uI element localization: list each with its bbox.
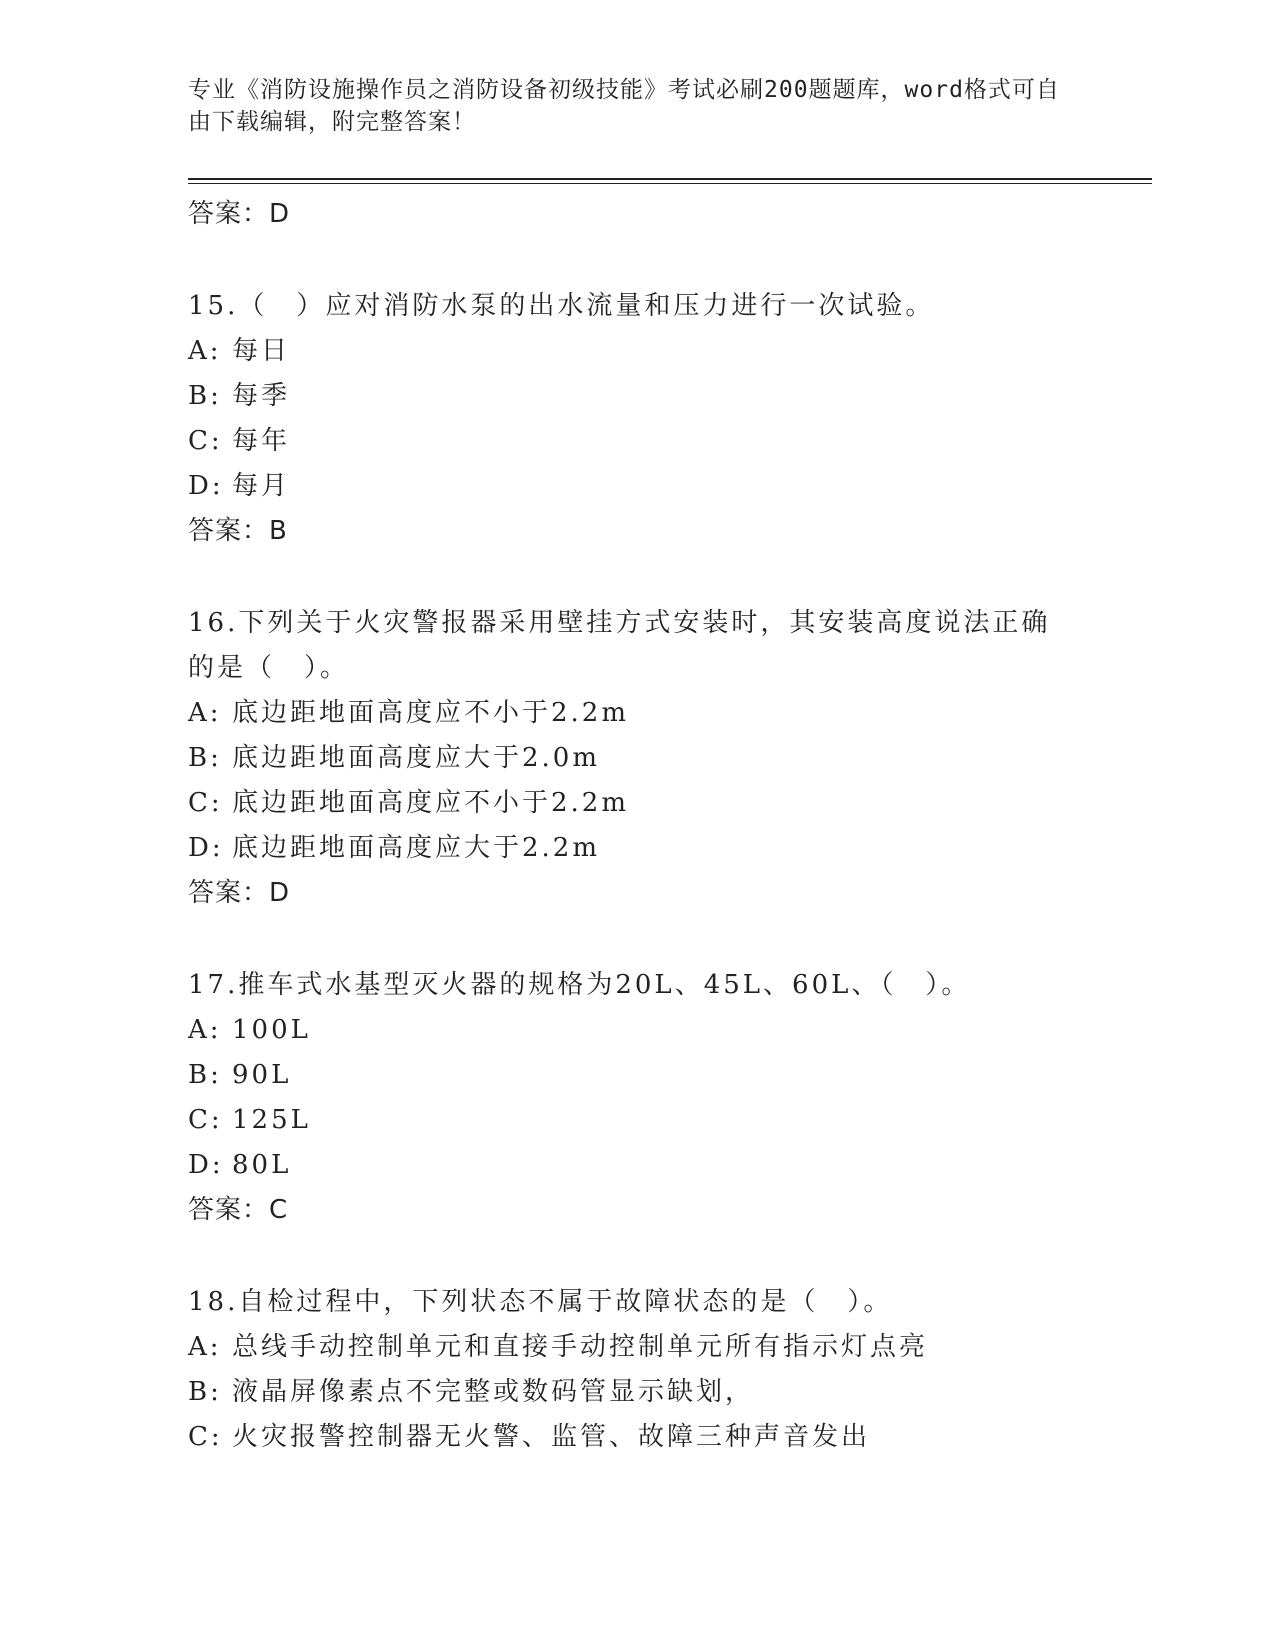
answer-line: 答案：D (188, 878, 291, 908)
option-text: 底边距地面高度应大于2.0m (232, 743, 601, 773)
option-b (188, 1053, 1088, 1098)
question-stem: 15.（ ）应对消防水泵的出水流量和压力进行一次试验。 (188, 291, 935, 321)
option-text: 每月 (232, 471, 291, 501)
option-letter: A: (188, 1015, 222, 1045)
option-letter: B: (188, 381, 222, 411)
option-letter: D: (188, 833, 224, 863)
header-divider (188, 178, 1152, 180)
option-letter: B: (188, 1377, 222, 1407)
option-a (188, 1325, 1088, 1370)
header-divider-thin (188, 183, 1152, 184)
option-b (188, 736, 1088, 781)
option-c (188, 419, 1088, 464)
option-text: 90L (232, 1060, 292, 1090)
option-d (188, 1143, 1088, 1188)
option-c (188, 1098, 1088, 1143)
option-a (188, 329, 1088, 374)
option-a (188, 691, 1088, 736)
option-text: 火灾报警控制器无火警、监管、故障三种声音发出 (232, 1422, 871, 1452)
question-stem: 18.自检过程中，下列状态不属于故障状态的是（ ）。 (188, 1287, 893, 1317)
option-text: 每季 (232, 381, 291, 411)
document-header: 专业《消防设施操作员之消防设备初级技能》考试必刷200题题库，word格式可自由下载编辑，附完整答案！ (188, 77, 1060, 135)
option-letter: A: (188, 1332, 222, 1362)
option-text: 总线手动控制单元和直接手动控制单元所有指示灯点亮 (232, 1332, 929, 1362)
question-block (188, 601, 1088, 916)
option-text: 每年 (232, 426, 291, 456)
option-letter: D: (188, 471, 224, 501)
option-text: 100L (232, 1015, 311, 1045)
spacer (188, 916, 1088, 963)
option-letter: C: (188, 426, 223, 456)
answer-line: 答案：C (188, 1195, 289, 1225)
option-text: 底边距地面高度应不小于2.2m (232, 698, 630, 728)
option-d (188, 464, 1088, 509)
option-text: 每日 (232, 336, 291, 366)
question-block (188, 1280, 1088, 1460)
option-c (188, 781, 1088, 826)
spacer (188, 237, 1088, 284)
spacer (188, 554, 1088, 601)
option-letter: D: (188, 1150, 224, 1180)
option-letter: A: (188, 336, 222, 366)
option-letter: A: (188, 698, 222, 728)
option-d (188, 826, 1088, 871)
option-b (188, 374, 1088, 419)
option-letter: C: (188, 1422, 223, 1452)
option-a (188, 1008, 1088, 1053)
option-text: 液晶屏像素点不完整或数码管显示缺划， (232, 1377, 755, 1407)
answer-line: 答案：D (188, 199, 291, 229)
option-c (188, 1415, 1088, 1460)
spacer (188, 1233, 1088, 1280)
option-text: 底边距地面高度应不小于2.2m (232, 788, 630, 818)
question-block (188, 284, 1088, 554)
option-b (188, 1370, 1088, 1415)
option-letter: B: (188, 1060, 222, 1090)
option-text: 125L (232, 1105, 311, 1135)
option-letter: B: (188, 743, 222, 773)
option-text: 80L (232, 1150, 292, 1180)
option-letter: C: (188, 1105, 223, 1135)
question-stem: 17.推车式水基型灭火器的规格为20L、45L、60L、（ ）。 (188, 970, 971, 1000)
option-letter: C: (188, 788, 223, 818)
question-stem: 16.下列关于火灾警报器采用壁挂方式安装时，其安装高度说法正确的是（ ）。 (188, 608, 1051, 683)
answer-line: 答案：B (188, 516, 288, 546)
option-text: 底边距地面高度应大于2.2m (232, 833, 601, 863)
question-block (188, 963, 1088, 1233)
document-body (188, 192, 1088, 1460)
